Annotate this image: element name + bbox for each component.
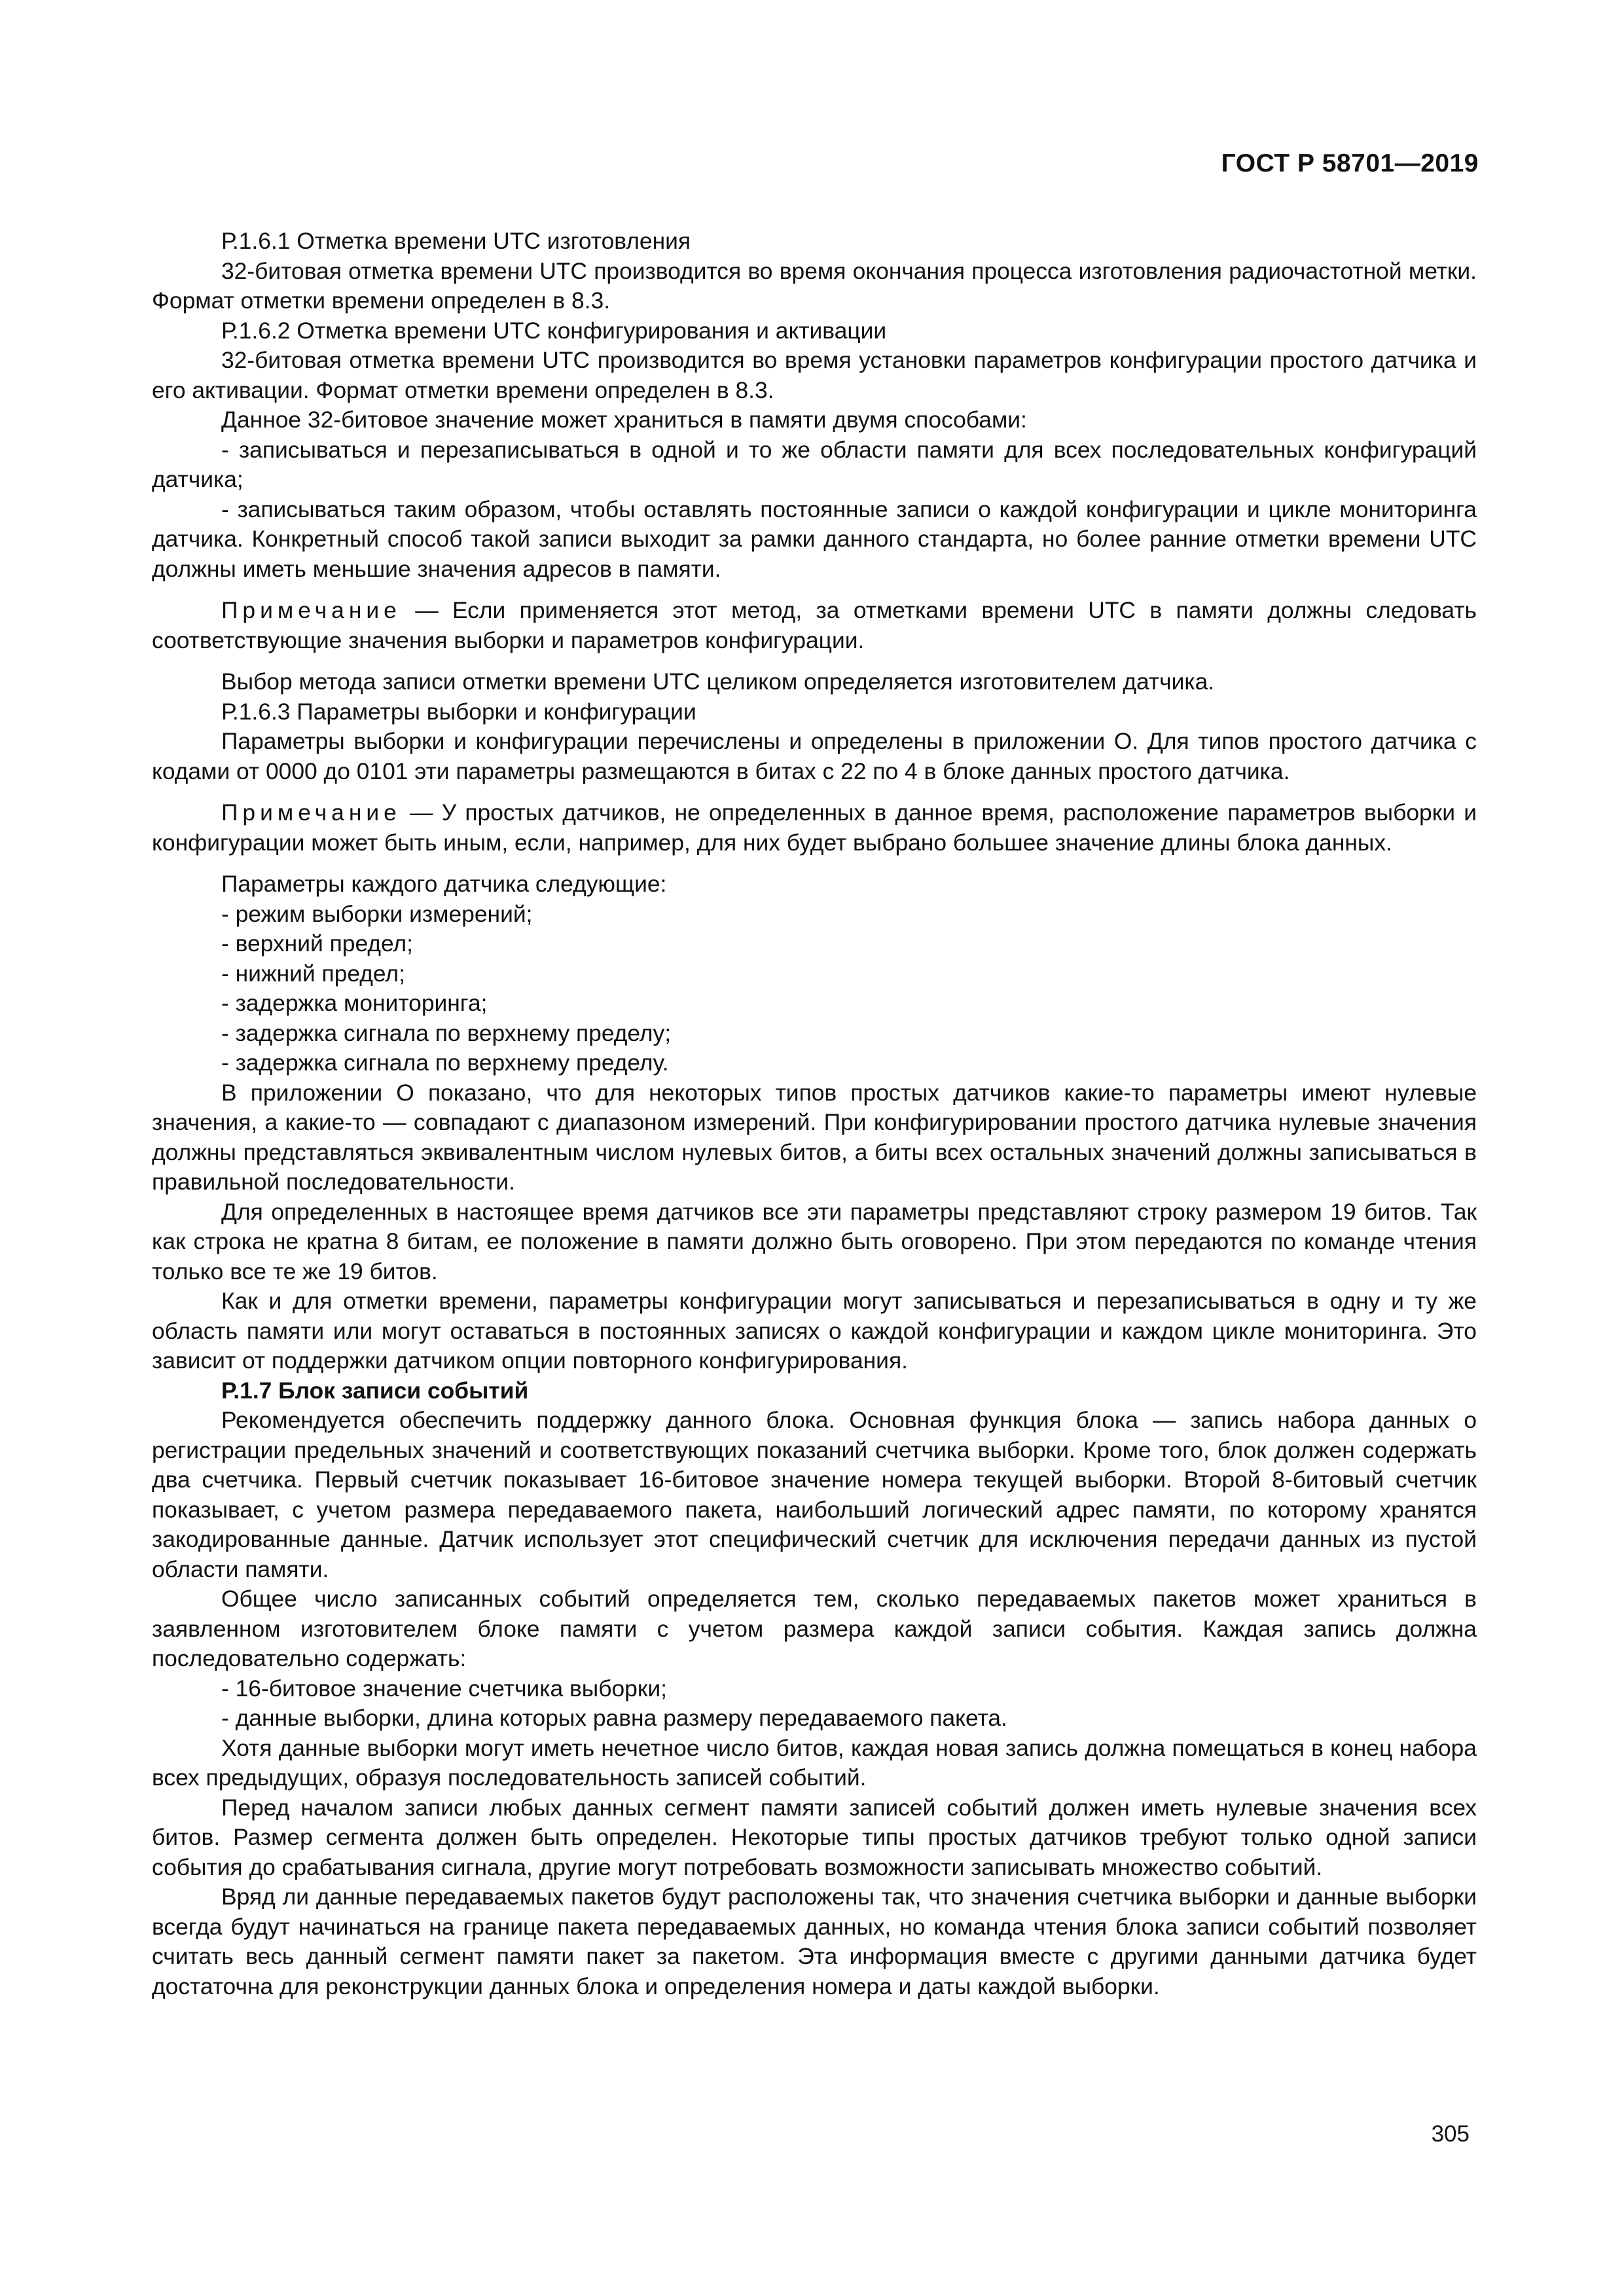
subsection-heading: Р.1.6.2 Отметка времени UTC конфигурирования и активации xyxy=(221,317,887,344)
subsection-heading: Р.1.6.1 Отметка времени UTC изготовления xyxy=(221,228,691,254)
paragraph: Параметры выборки и конфигурации перечислены и определены в приложении О. Для типов простого датчика с кодами от 0000 до 0101 эти параметры размещаются в битах с 22 по 4 в блоке данных простого датчика. xyxy=(152,728,1477,784)
list-item: - нижний предел; xyxy=(221,960,405,987)
paragraph: Как и для отметки времени, параметры конфигурации могут записываться и перезаписываться в одну и ту же область памяти или могут оставаться в постоянных записях о каждой конфигурации и каждом цикле мониторинга. Это зависит от поддержки датчиком опции повторного конфигурирования. xyxy=(152,1288,1477,1374)
paragraph: Выбор метода записи отметки времени UTC целиком определяется изготовителем датчика. xyxy=(221,668,1215,695)
paragraph: Параметры каждого датчика следующие: xyxy=(221,871,667,897)
note-label: Примечание xyxy=(221,597,401,623)
paragraph: 32-битовая отметка времени UTC производится во время установки параметров конфигурации простого датчика и его активации. Формат отметки времени определен в 8.3. xyxy=(152,347,1477,403)
paragraph: Перед началом записи любых данных сегмент памяти записей событий должен иметь нулевые значения всех битов. Размер сегмента должен быть определен. Некоторые типы простых датчиков требуют только одной записи события до срабатывания сигнала, другие могут потребовать возможности записывать множество событий. xyxy=(152,1794,1477,1880)
note-label: Примечание xyxy=(221,799,401,826)
list-item: - режим выборки измерений; xyxy=(221,900,533,927)
list-item: - записываться таким образом, чтобы оставлять постоянные записи о каждой конфигурации и цикле мониторинга датчика. Конкретный способ такой записи выходит за рамки данного стандарта, но более ранние отметки времени UTC должны иметь меньшие значения адресов в памяти. xyxy=(152,496,1477,582)
list-item: - 16-битовое значение счетчика выборки; xyxy=(221,1675,667,1702)
paragraph: Хотя данные выборки могут иметь нечетное число битов, каждая новая запись должна помещаться в конец набора всех предыдущих, образуя последовательность записей событий. xyxy=(152,1734,1477,1791)
section-heading: Р.1.7 Блок записи событий xyxy=(221,1377,529,1404)
list-item: - верхний предел; xyxy=(221,930,413,957)
note xyxy=(152,798,1477,858)
list-item: - данные выборки, длина которых равна размеру передаваемого пакета. xyxy=(221,1705,1007,1731)
paragraph: В приложении О показано, что для некоторых типов простых датчиков какие-то параметры имеют нулевые значения, а какие-то — совпадают с диапазоном измерений. При конфигурировании простого датчика нулевые значения должны представляться эквивалентным числом нулевых битов, а биты всех остальных значений должны записываться в правильной последовательности. xyxy=(152,1079,1477,1195)
list-item: - задержка сигнала по верхнему пределу; xyxy=(221,1019,672,1046)
paragraph: Данное 32-битовое значение может храниться в памяти двумя способами: xyxy=(221,407,1027,433)
paragraph: Рекомендуется обеспечить поддержку данного блока. Основная функция блока — запись набора данных о регистрации предельных значений и соответствующих показаний счетчика выборки. Кроме того, блок должен содержать два счетчика. Первый счетчик показывает 16-битовое значение номера текущей выборки. Второй 8-битовый счетчик показывает, с учетом размера передаваемого пакета, наибольший логический адрес памяти, по которому хранятся закодированные данные. Датчик использует этот специфический счетчик для исключения передачи данных из пустой области памяти. xyxy=(152,1407,1477,1582)
paragraph: Для определенных в настоящее время датчиков все эти параметры представляют строку размером 19 битов. Так как строка не кратна 8 битам, ее положение в памяти должно быть оговорено. При этом передаются по команде чтения только все те же 19 битов. xyxy=(152,1198,1477,1285)
note xyxy=(152,596,1477,655)
page-number: 305 xyxy=(1431,2121,1470,2147)
list-item: - задержка мониторинга; xyxy=(221,990,488,1016)
subsection-heading: Р.1.6.3 Параметры выборки и конфигурации xyxy=(221,698,696,725)
list-item: - задержка сигнала по верхнему пределу. xyxy=(221,1049,669,1076)
list-item: - записываться и перезаписываться в одной и то же области памяти для всех последовательных конфигураций датчика; xyxy=(152,436,1477,492)
paragraph: 32-битовая отметка времени UTC производится во время окончания процесса изготовления радиочастотной метки. Формат отметки времени определен в 8.3. xyxy=(152,257,1477,314)
paragraph: Вряд ли данные передаваемых пакетов будут расположены так, что значения счетчика выборки и данные выборки всегда будут начинаться на границе пакета передаваемых данных, но команда чтения блока записи событий позволяет считать весь данный сегмент памяти пакет за пакетом. Эта информация вместе с другими данными датчика будет достаточна для реконструкции данных блока и определения номера и даты каждой выборки. xyxy=(152,1884,1477,1999)
paragraph: Общее число записанных событий определяется тем, сколько передаваемых пакетов может храниться в заявленном изготовителем блоке памяти с учетом размера каждой записи события. Каждая запись должна последовательно содержать: xyxy=(152,1586,1477,1671)
note-text: — Если применяется этот метод, за отметками времени UTC в памяти должны следовать соответствующие значения выборки и параметров конфигурации. xyxy=(152,597,1477,653)
document-body xyxy=(152,227,1477,2001)
note-text: — У простых датчиков, не определенных в данное время, расположение параметров выборки и конфигурации может быть иным, если, например, для них будет выбрано большее значение длины блока данных. xyxy=(152,799,1477,856)
document-code: ГОСТ Р 58701—2019 xyxy=(1221,149,1479,177)
